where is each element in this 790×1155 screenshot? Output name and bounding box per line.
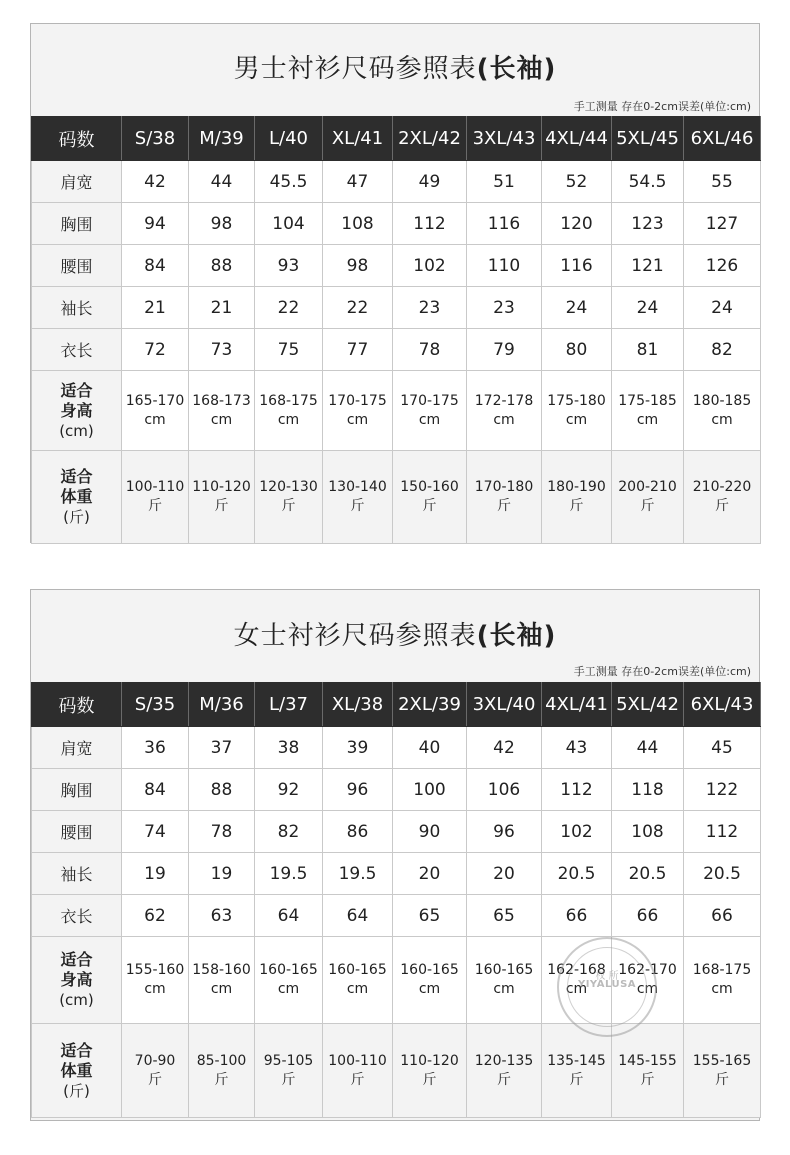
measure-cell: 24 (684, 287, 761, 329)
measure-cell: 20.5 (612, 853, 684, 895)
height-row-label: 适合 身高 (cm) (32, 371, 122, 451)
range-cell: 145-155 斤 (612, 1024, 684, 1118)
range-cell: 70-90 斤 (122, 1024, 189, 1118)
watermark-brand: YIYALUSA (577, 979, 637, 990)
size-col: 4XL/44 (542, 117, 612, 161)
measure-row (32, 727, 761, 769)
measure-cell: 112 (393, 203, 467, 245)
range-cell: 160-165 cm (393, 937, 467, 1024)
measure-cell: 23 (393, 287, 467, 329)
measure-cell: 81 (612, 329, 684, 371)
measure-cell: 82 (684, 329, 761, 371)
range-cell: 162-170 cm (612, 937, 684, 1024)
row-label: 腰围 (32, 811, 122, 853)
measure-cell: 44 (189, 161, 255, 203)
range-cell: 158-160 cm (189, 937, 255, 1024)
range-cell: 168-173 cm (189, 371, 255, 451)
range-cell: 130-140 斤 (323, 451, 393, 544)
women-size-chart (30, 589, 760, 1121)
measure-cell: 112 (684, 811, 761, 853)
measure-row (32, 769, 761, 811)
measure-row (32, 811, 761, 853)
weight-row (32, 1024, 761, 1118)
measure-row (32, 245, 761, 287)
measure-row (32, 161, 761, 203)
measure-cell: 88 (189, 245, 255, 287)
range-cell: 200-210 斤 (612, 451, 684, 544)
measure-cell: 45 (684, 727, 761, 769)
measure-cell: 108 (323, 203, 393, 245)
measure-cell: 92 (255, 769, 323, 811)
measure-cell: 19 (189, 853, 255, 895)
row-label: 肩宽 (32, 161, 122, 203)
size-col: L/40 (255, 117, 323, 161)
range-cell: 155-165 斤 (684, 1024, 761, 1118)
measure-cell: 93 (255, 245, 323, 287)
measure-cell: 84 (122, 245, 189, 287)
measure-cell: 64 (255, 895, 323, 937)
measure-cell: 75 (255, 329, 323, 371)
measure-cell: 98 (189, 203, 255, 245)
measure-cell: 51 (467, 161, 542, 203)
measure-cell: 54.5 (612, 161, 684, 203)
measure-cell: 38 (255, 727, 323, 769)
size-col: M/36 (189, 683, 255, 727)
row-label: 胸围 (32, 203, 122, 245)
range-cell: 175-180 cm (542, 371, 612, 451)
size-col: 3XL/40 (467, 683, 542, 727)
women-size-table (31, 682, 761, 1118)
row-label: 腰围 (32, 245, 122, 287)
measure-cell: 120 (542, 203, 612, 245)
range-cell: 180-185 cm (684, 371, 761, 451)
size-col: XL/41 (323, 117, 393, 161)
measure-cell: 110 (467, 245, 542, 287)
size-col: L/37 (255, 683, 323, 727)
range-cell: 210-220 斤 (684, 451, 761, 544)
measure-cell: 22 (323, 287, 393, 329)
measure-cell: 55 (684, 161, 761, 203)
measure-cell: 96 (323, 769, 393, 811)
measure-cell: 64 (323, 895, 393, 937)
range-cell: 180-190 斤 (542, 451, 612, 544)
weight-row-label: 适合 体重 (斤) (32, 1024, 122, 1118)
measure-cell: 88 (189, 769, 255, 811)
measure-cell: 39 (323, 727, 393, 769)
measure-cell: 121 (612, 245, 684, 287)
size-header-label: 码数 (32, 683, 122, 727)
measure-cell: 72 (122, 329, 189, 371)
range-cell: 170-175 cm (323, 371, 393, 451)
measure-cell: 42 (467, 727, 542, 769)
size-col: S/38 (122, 117, 189, 161)
height-row (32, 371, 761, 451)
range-cell: 100-110 斤 (323, 1024, 393, 1118)
measure-cell: 65 (393, 895, 467, 937)
size-col: 4XL/41 (542, 683, 612, 727)
measure-cell: 82 (255, 811, 323, 853)
measure-cell: 37 (189, 727, 255, 769)
measure-cell: 62 (122, 895, 189, 937)
measure-cell: 40 (393, 727, 467, 769)
range-cell: 160-165 cm (323, 937, 393, 1024)
measure-row (32, 329, 761, 371)
measure-cell: 21 (189, 287, 255, 329)
measure-row (32, 853, 761, 895)
measure-cell: 78 (189, 811, 255, 853)
size-col: 5XL/45 (612, 117, 684, 161)
measure-cell: 42 (122, 161, 189, 203)
measure-cell: 63 (189, 895, 255, 937)
measure-cell: 80 (542, 329, 612, 371)
measure-cell: 45.5 (255, 161, 323, 203)
measure-cell: 20.5 (542, 853, 612, 895)
measure-cell: 118 (612, 769, 684, 811)
measure-cell: 43 (542, 727, 612, 769)
size-header-label: 码数 (32, 117, 122, 161)
measure-cell: 66 (612, 895, 684, 937)
range-cell: 120-135 斤 (467, 1024, 542, 1118)
measure-cell: 44 (612, 727, 684, 769)
measure-cell: 98 (323, 245, 393, 287)
range-cell: 175-185 cm (612, 371, 684, 451)
measure-cell: 24 (542, 287, 612, 329)
range-cell: 160-165 cm (467, 937, 542, 1024)
row-label: 衣长 (32, 895, 122, 937)
measure-cell: 65 (467, 895, 542, 937)
measure-cell: 66 (684, 895, 761, 937)
men-measure-note: 手工测量 存在0-2cm误差(单位:cm) (573, 100, 751, 113)
measure-cell: 108 (612, 811, 684, 853)
measure-cell: 102 (393, 245, 467, 287)
measure-cell: 116 (542, 245, 612, 287)
size-col: 6XL/43 (684, 683, 761, 727)
measure-cell: 20.5 (684, 853, 761, 895)
measure-cell: 73 (189, 329, 255, 371)
measure-cell: 78 (393, 329, 467, 371)
measure-cell: 20 (467, 853, 542, 895)
men-size-chart (30, 23, 760, 543)
women-measure-note: 手工测量 存在0-2cm误差(单位:cm) (573, 665, 751, 678)
watermark-top-text: 权 所 (595, 971, 619, 982)
size-col: 3XL/43 (467, 117, 542, 161)
range-cell: 170-175 cm (393, 371, 467, 451)
range-cell: 150-160 斤 (393, 451, 467, 544)
row-label: 袖长 (32, 287, 122, 329)
measure-cell: 77 (323, 329, 393, 371)
range-cell: 95-105 斤 (255, 1024, 323, 1118)
measure-cell: 106 (467, 769, 542, 811)
measure-cell: 102 (542, 811, 612, 853)
range-cell: 155-160 cm (122, 937, 189, 1024)
measure-cell: 94 (122, 203, 189, 245)
size-col: XL/38 (323, 683, 393, 727)
range-cell: 168-175 cm (255, 371, 323, 451)
measure-cell: 19 (122, 853, 189, 895)
measure-cell: 36 (122, 727, 189, 769)
measure-cell: 21 (122, 287, 189, 329)
measure-cell: 22 (255, 287, 323, 329)
measure-cell: 20 (393, 853, 467, 895)
measure-cell: 100 (393, 769, 467, 811)
measure-cell: 116 (467, 203, 542, 245)
measure-cell: 74 (122, 811, 189, 853)
weight-row (32, 451, 761, 544)
women-chart-title: 女士衬衫尺码参照表(长袖) (233, 621, 557, 651)
measure-cell: 24 (612, 287, 684, 329)
measure-cell: 104 (255, 203, 323, 245)
range-cell: 162-168 cm (542, 937, 612, 1024)
range-cell: 160-165 cm (255, 937, 323, 1024)
measure-cell: 112 (542, 769, 612, 811)
size-col: S/35 (122, 683, 189, 727)
row-label: 衣长 (32, 329, 122, 371)
measure-cell: 47 (323, 161, 393, 203)
range-cell: 165-170 cm (122, 371, 189, 451)
size-col: 2XL/39 (393, 683, 467, 727)
row-label: 胸围 (32, 769, 122, 811)
range-cell: 172-178 cm (467, 371, 542, 451)
measure-row (32, 895, 761, 937)
measure-cell: 126 (684, 245, 761, 287)
measure-cell: 52 (542, 161, 612, 203)
range-cell: 170-180 斤 (467, 451, 542, 544)
range-cell: 168-175 cm (684, 937, 761, 1024)
measure-row (32, 287, 761, 329)
measure-row (32, 203, 761, 245)
size-col: M/39 (189, 117, 255, 161)
weight-row-label: 适合 体重 (斤) (32, 451, 122, 544)
measure-cell: 66 (542, 895, 612, 937)
range-cell: 100-110 斤 (122, 451, 189, 544)
size-col: 5XL/42 (612, 683, 684, 727)
header-row (32, 117, 761, 161)
height-row-label: 适合 身高 (cm) (32, 937, 122, 1024)
men-chart-title: 男士衬衫尺码参照表(长袖) (233, 54, 557, 84)
range-cell: 120-130 斤 (255, 451, 323, 544)
measure-cell: 90 (393, 811, 467, 853)
measure-cell: 19.5 (323, 853, 393, 895)
measure-cell: 123 (612, 203, 684, 245)
measure-cell: 86 (323, 811, 393, 853)
row-label: 袖长 (32, 853, 122, 895)
row-label: 肩宽 (32, 727, 122, 769)
measure-cell: 84 (122, 769, 189, 811)
measure-cell: 23 (467, 287, 542, 329)
measure-cell: 127 (684, 203, 761, 245)
measure-cell: 49 (393, 161, 467, 203)
range-cell: 110-120 斤 (189, 451, 255, 544)
men-size-table (31, 116, 761, 544)
watermark-seal (557, 937, 657, 1037)
range-cell: 85-100 斤 (189, 1024, 255, 1118)
measure-cell: 122 (684, 769, 761, 811)
size-col: 2XL/42 (393, 117, 467, 161)
header-row (32, 683, 761, 727)
range-cell: 110-120 斤 (393, 1024, 467, 1118)
size-col: 6XL/46 (684, 117, 761, 161)
measure-cell: 96 (467, 811, 542, 853)
measure-cell: 19.5 (255, 853, 323, 895)
range-cell: 135-145 斤 (542, 1024, 612, 1118)
measure-cell: 79 (467, 329, 542, 371)
